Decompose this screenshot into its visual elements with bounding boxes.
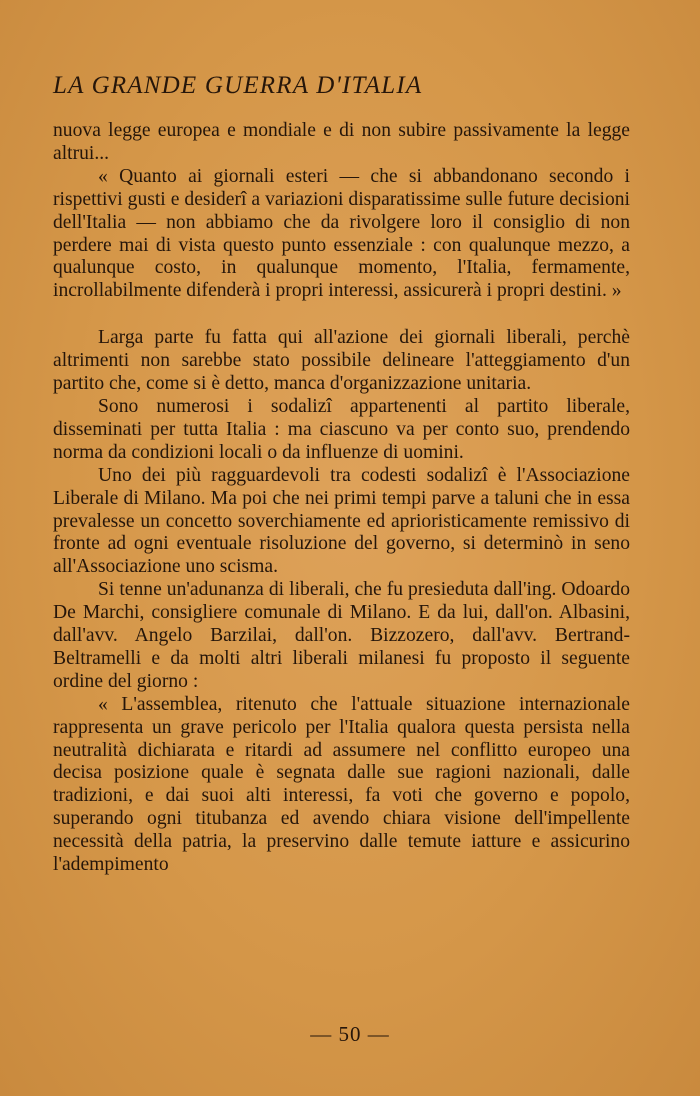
paragraph-liberal-newspapers: Larga parte fu fatta qui all'azione dei giornali liberali, perchè altrimenti non sarebbe stato possibile delineare l'atteggiamento d'un partito che, come si è detto, manca d'organizzazione unitaria. [53, 327, 630, 395]
paragraph-continuation: nuova legge europea e mondiale e di non subire passivamente la legge altrui... [53, 120, 630, 164]
paragraph-milan-association: Uno dei più ragguardevoli tra codesti sodalizî è l'Associazione Liberale di Milano. Ma poi che nei primi tempi parve a taluni che in essa prevalesse un concetto soverchiamente ed aprioristicamente remissivo di fronte ad ogni eventuale risoluzione del governo, si determinò in seno all'Associazione uno scisma. [53, 464, 630, 578]
body-text [53, 120, 630, 877]
paragraph-liberal-meeting: Si tenne un'adunanza di liberali, che fu presieduta dall'ing. Odoardo De Marchi, consigliere comunale di Milano. E da lui, dall'on. Albasini, dall'avv. Angelo Barzilai, dall'on. Bizzozero, dall'avv. Bertrand-Beltramelli e da molti altri liberali milanesi fu proposto il seguente ordine del giorno : [53, 579, 630, 692]
paragraph-liberal-associations: Sono numerosi i sodalizî appartenenti al partito liberale, disseminati per tutta Italia : ma ciascuno va per conto suo, prendendo norma da condizioni locali o da influenze di uomini. [53, 395, 630, 463]
paragraph-quote-foreign-newspapers: « Quanto ai giornali esteri — che si abbandonano secondo i rispettivi gusti e desiderî a variazioni disparatissime sulle future decisioni dell'Italia — non abbiamo che da rivolgere loro il consiglio di non perdere mai di vista questo punto essenziale : con qualunque mezzo, a qualunque costo, in qualunque momento, l'Italia, fermamente, incrollabilmente difenderà i propri interessi, assicurerà i propri destini. » [53, 165, 630, 302]
paragraph-assembly-resolution: « L'assemblea, ritenuto che l'attuale situazione internazionale rappresenta un grave pericolo per l'Italia qualora questa persista nella neutralità dichiarata e ritardi ad assumere nel conflitto europeo una decisa posizione quale è segnata dalle sue ragioni nazionali, dalle tradizioni, e dai suoi alti interessi, fa voti che governo e popolo, superando ogni titubanza ed avendo chiara visione dell'impellente necessità della patria, la preservino dalle temute iatture e assicurino l'adempimento [53, 693, 630, 876]
page-number: — 50 — [310, 1022, 390, 1046]
running-head: LA GRANDE GUERRA D'ITALIA [53, 72, 423, 99]
